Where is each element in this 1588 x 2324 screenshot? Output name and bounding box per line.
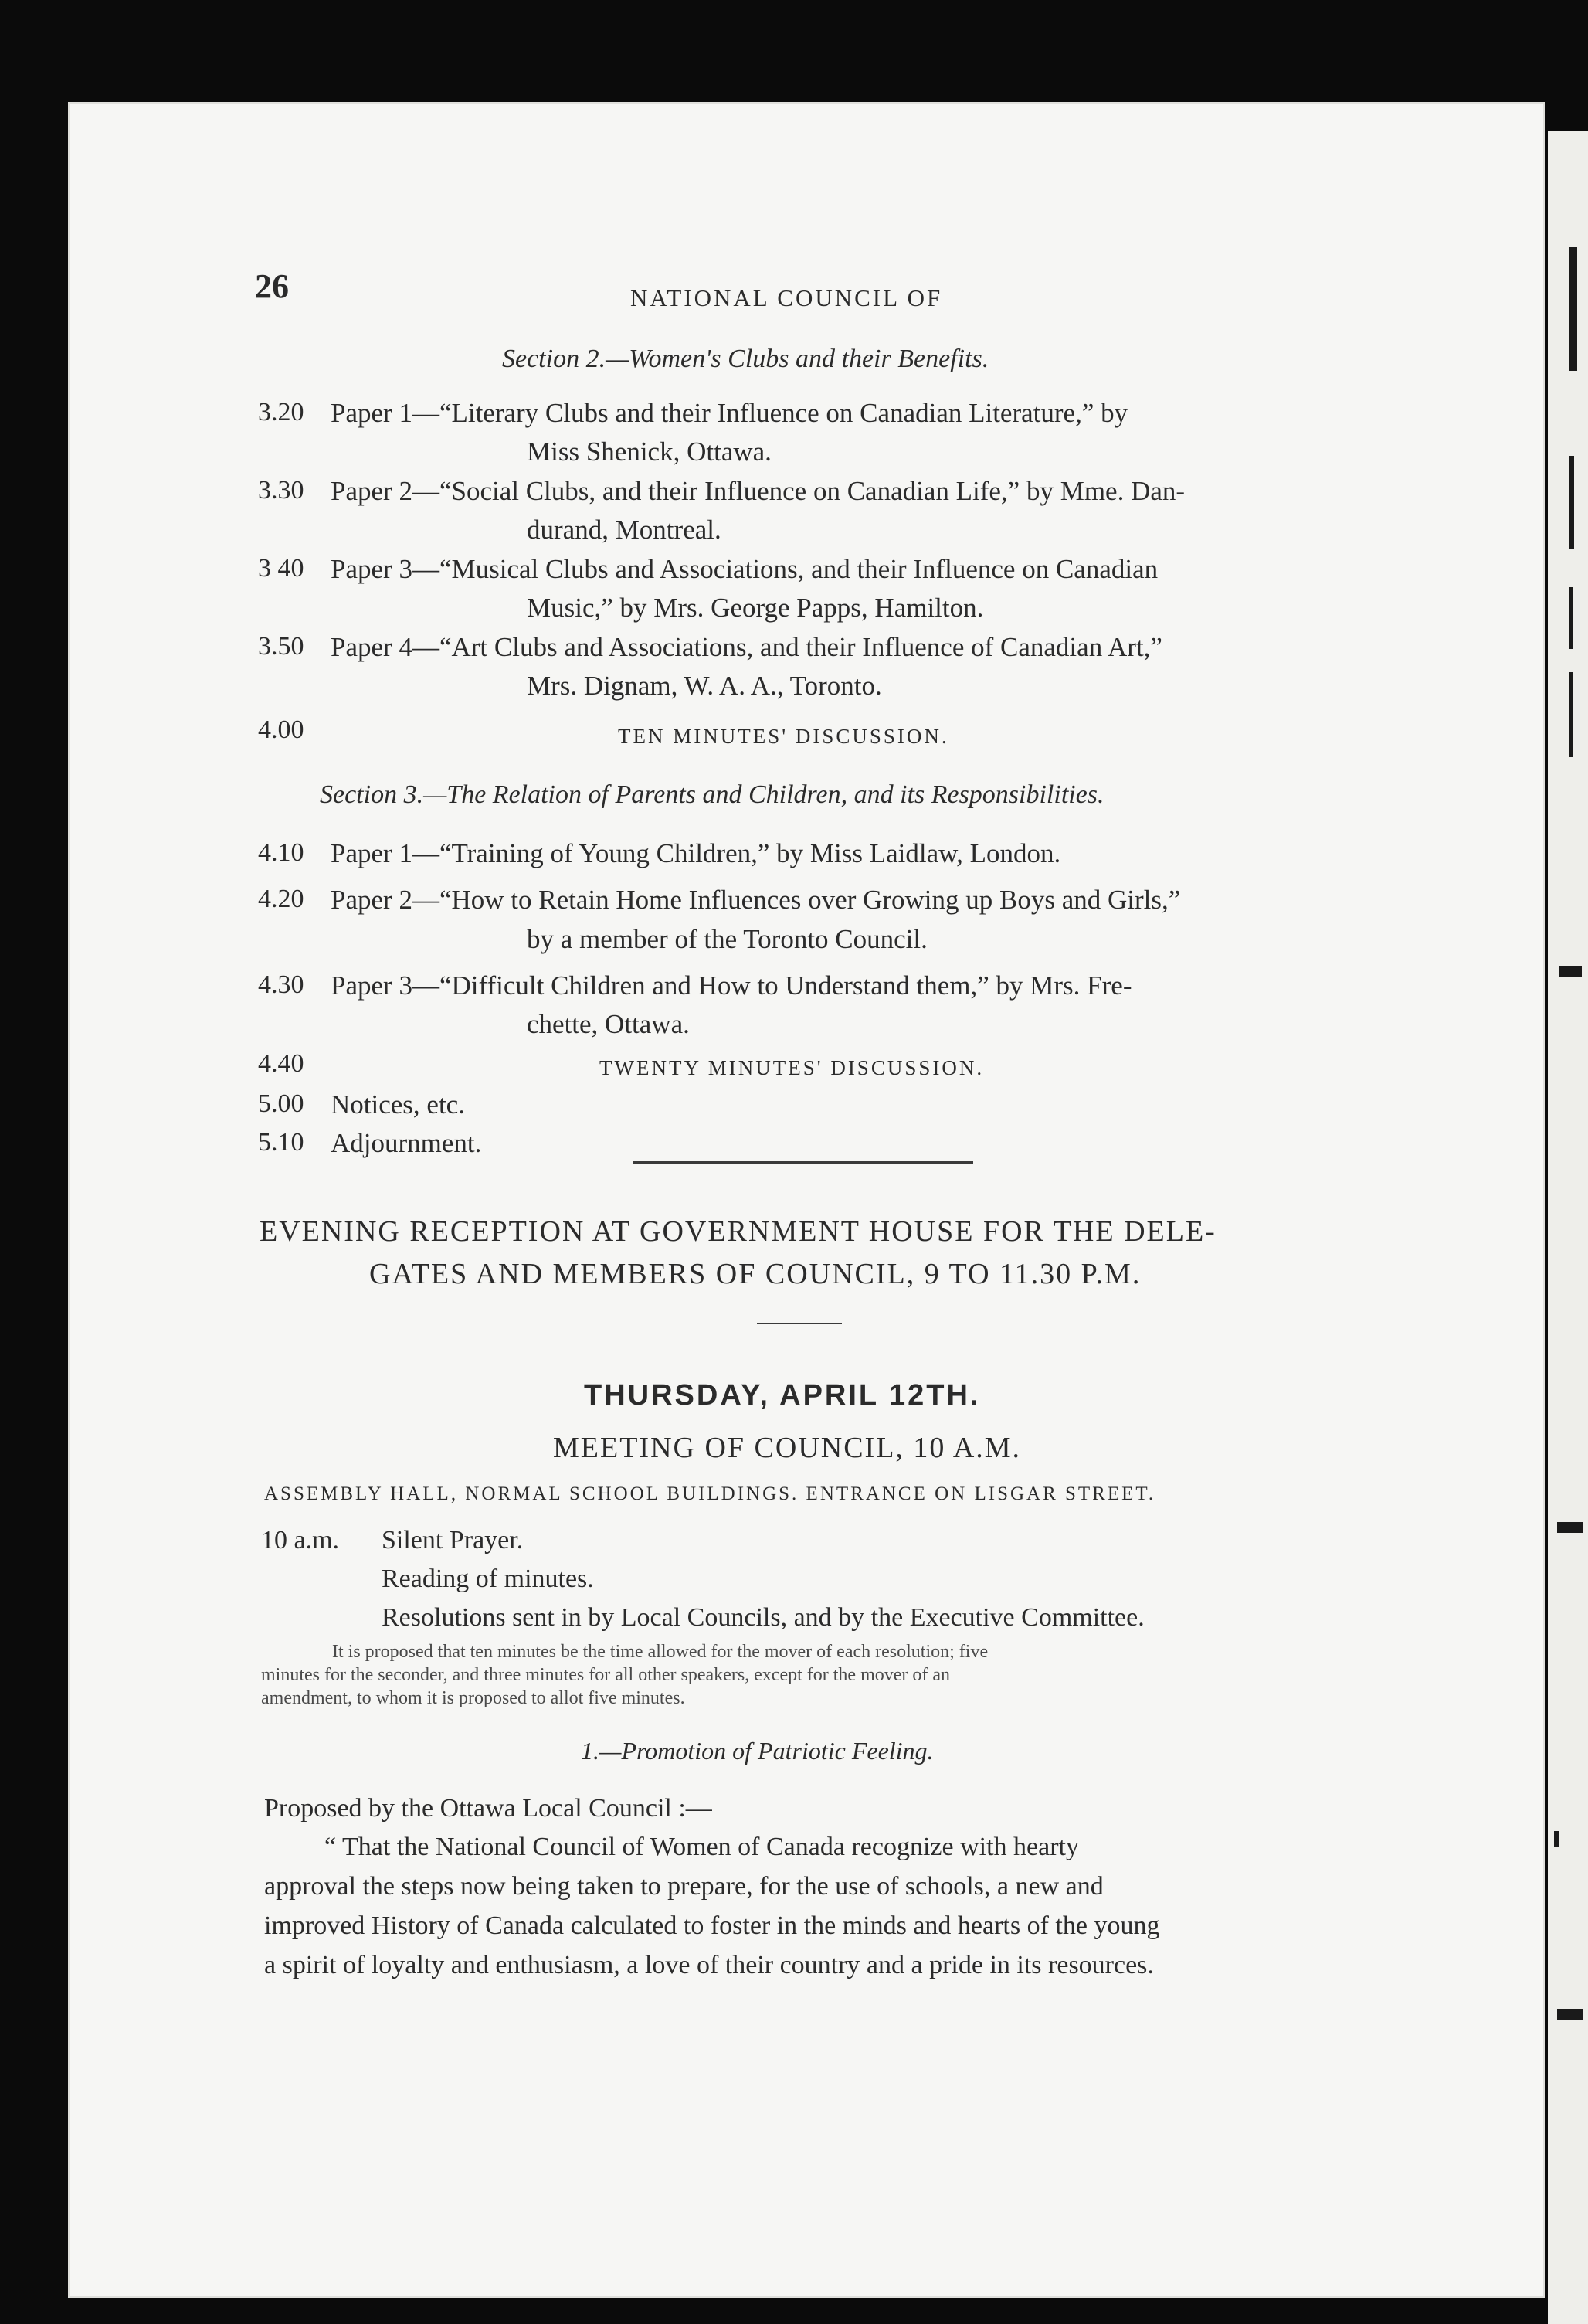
procedure-note-line: amendment, to whom it is proposed to allot five minutes. <box>261 1688 685 1708</box>
item-time: 3.20 <box>258 398 304 426</box>
paper-line-cont: chette, Ottawa. <box>527 1009 690 1039</box>
agenda-item: Silent Prayer. <box>382 1526 524 1554</box>
discussion-label: TEN MINUTES' DISCUSSION. <box>618 725 949 748</box>
paper-line-cont: by a member of the Toronto Council. <box>527 924 928 954</box>
evening-reception-line1: EVENING RECEPTION AT GOVERNMENT HOUSE FOR THE DELE- <box>260 1215 1216 1248</box>
paper-line-cont: durand, Montreal. <box>527 515 721 545</box>
paper-line: Paper 1—“Training of Young Children,” by Miss Laidlaw, London. <box>331 838 1061 868</box>
agenda-item: Reading of minutes. <box>382 1565 594 1593</box>
resolution-line: a spirit of loyalty and enthusiasm, a love of their country and a pride in its resources. <box>264 1951 1154 1979</box>
adjacent-page-edge <box>1548 131 1588 2324</box>
discussion-time: 4.40 <box>258 1049 304 1078</box>
item-time: 4.20 <box>258 885 304 913</box>
paper-line-cont: Miss Shenick, Ottawa. <box>527 437 772 467</box>
procedure-note-line: It is proposed that ten minutes be the time allowed for the mover of each resolution; five <box>332 1642 989 1662</box>
item-time: 3 40 <box>258 554 304 583</box>
resolution-line: improved History of Canada calculated to foster in the minds and hearts of the young <box>264 1911 1160 1940</box>
section-3-title: Section 3.—The Relation of Parents and Children, and its Responsibilities. <box>320 780 1104 809</box>
resolution-line: approval the steps now being taken to prepare, for the use of schools, a new and <box>264 1872 1104 1901</box>
paper-line-cont: Music,” by Mrs. George Papps, Hamilton. <box>527 593 984 623</box>
divider-rule <box>633 1161 973 1164</box>
short-divider-rule <box>757 1323 842 1324</box>
thursday-heading: THURSDAY, APRIL 12TH. <box>584 1379 981 1412</box>
paper-line-cont: Mrs. Dignam, W. A. A., Toronto. <box>527 671 882 701</box>
agenda-item: Resolutions sent in by Local Councils, and by the Executive Committee. <box>382 1603 1145 1632</box>
paper-line: Paper 3—“Difficult Children and How to Understand them,” by Mrs. Fre- <box>331 970 1132 1001</box>
discussion-label: TWENTY MINUTES' DISCUSSION. <box>599 1056 985 1079</box>
item-time: 3.50 <box>258 632 304 661</box>
adjournment-label: Adjournment. <box>331 1128 482 1158</box>
page-number: 26 <box>255 267 289 305</box>
location-line: ASSEMBLY HALL, NORMAL SCHOOL BUILDINGS. ENTRANCE ON LISGAR STREET. <box>264 1483 1156 1504</box>
proposer-line: Proposed by the Ottawa Local Council :— <box>264 1794 712 1823</box>
running-head: NATIONAL COUNCIL OF <box>630 284 943 311</box>
item-time: 3.30 <box>258 476 304 505</box>
procedure-note-line: minutes for the seconder, and three minutes for all other speakers, except for the mover of an <box>261 1665 951 1685</box>
resolution-subheading: 1.—Promotion of Patriotic Feeling. <box>581 1737 934 1765</box>
paper-line: Paper 4—“Art Clubs and Associations, and their Influence of Canadian Art,” <box>331 632 1162 662</box>
item-time: 4.10 <box>258 838 304 867</box>
notices-label: Notices, etc. <box>331 1089 465 1120</box>
meeting-heading: MEETING OF COUNCIL, 10 A.M. <box>553 1432 1022 1464</box>
notices-time: 5.00 <box>258 1089 304 1118</box>
item-time: 4.30 <box>258 970 304 999</box>
agenda-time: 10 a.m. <box>261 1526 340 1554</box>
section-2-title: Section 2.—Women's Clubs and their Benefits. <box>502 345 989 373</box>
resolution-line: “ That the National Council of Women of Canada recognize with hearty <box>324 1833 1079 1861</box>
paper-line: Paper 1—“Literary Clubs and their Influence on Canadian Literature,” by <box>331 398 1128 428</box>
discussion-time: 4.00 <box>258 715 304 744</box>
evening-reception-line2: GATES AND MEMBERS OF COUNCIL, 9 TO 11.30 P.M. <box>369 1258 1142 1290</box>
paper-line: Paper 2—“How to Retain Home Influences over Growing up Boys and Girls,” <box>331 885 1181 915</box>
adjournment-time: 5.10 <box>258 1128 304 1157</box>
paper-line: Paper 3—“Musical Clubs and Associations, and their Influence on Canadian <box>331 554 1159 584</box>
paper-line: Paper 2—“Social Clubs, and their Influence on Canadian Life,” by Mme. Dan- <box>331 476 1186 506</box>
